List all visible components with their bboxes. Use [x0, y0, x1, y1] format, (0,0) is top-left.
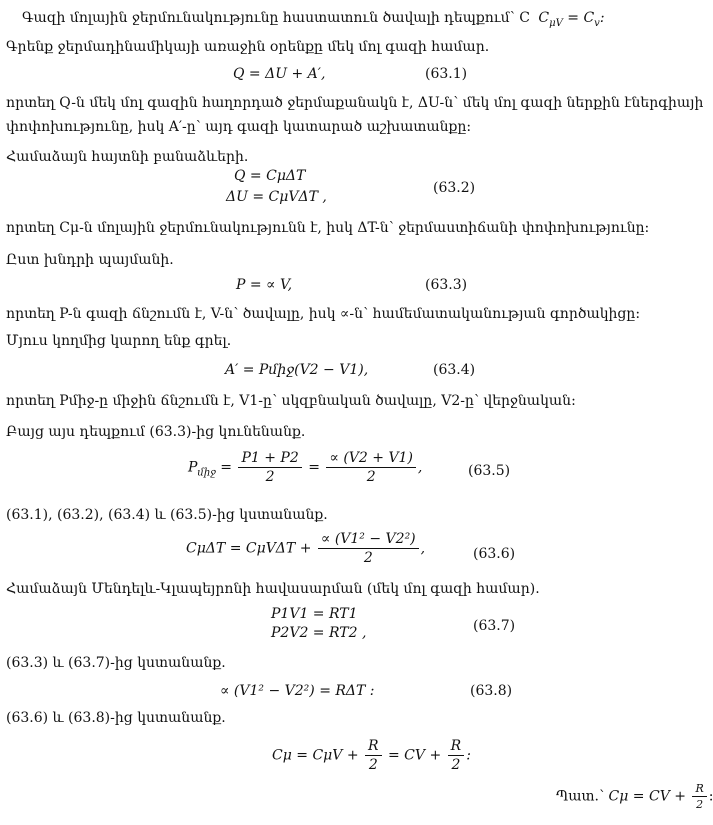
other-side-line — [6, 333, 231, 349]
answer-frac — [692, 782, 706, 811]
answer-frac-num: R — [692, 782, 706, 797]
eq-63-7-number: (63.7) — [473, 618, 516, 634]
known-formulas-line — [6, 149, 248, 165]
final-frac-1-den: 2 — [368, 757, 378, 773]
eq-63-8-number: (63.8) — [470, 683, 513, 699]
where-q-line — [6, 95, 703, 111]
eq-63-4 — [225, 362, 368, 378]
eq-63-1-text: Q = ΔU + A′, — [233, 66, 326, 82]
answer-label: Պատ.՝ — [556, 788, 605, 805]
eq-63-2-b — [226, 189, 327, 205]
intro-line — [22, 10, 605, 29]
eq-63-6: CμΔT = CμVΔT + $\frac{\text{∝ (V1² − V2²)}}{2}$ , — [186, 531, 426, 566]
answer-line: Պատ.՝ Cμ = CV + $\frac{R}{2}$ : — [556, 782, 713, 811]
where-pmij-line — [6, 393, 576, 409]
eq-63-5-frac1 — [238, 450, 301, 485]
eq-63-6-num: ∝ (V1² − V2²) — [318, 531, 419, 549]
eq-63-5-den2: 2 — [366, 469, 376, 485]
final-eq-mid: = CV + — [388, 747, 442, 764]
eq-63-6-lhs: CμΔT = CμVΔT + — [186, 540, 312, 557]
known-formulas-text: Համաձայն հայտնի բանաձևերի. — [6, 149, 249, 165]
but-case-text: Բայց այս դեպքում (63.3)-ից կունենանք. — [6, 424, 306, 440]
eq-63-5: $P_{միջ}$ = $\frac{P1 + P2}{2}$ = $\frac{\propto (V2 + V1)}{2}$ , — [188, 450, 423, 485]
eq-63-5-num1: P1 + P2 — [238, 450, 301, 468]
answer-frac-den: 2 — [696, 798, 704, 811]
eq-63-3-text: P = ∝ V, — [236, 277, 293, 293]
but-case-line — [6, 424, 305, 440]
eq-63-8-text: ∝ (V1² − V2²) = RΔT : — [220, 683, 375, 699]
eq-63-2-a — [234, 168, 305, 184]
where-pmij-text: որտեղ Pմիջ-ը միջին ճնշումն է, V1-ը՝ սկզբնական ծավալը, V2-ը՝ վերջնական: — [6, 393, 576, 409]
condition-line — [6, 252, 174, 268]
eq-63-5-number: (63.5) — [468, 463, 511, 479]
eq-63-7-a-text: P1V1 = RT1 — [271, 606, 358, 622]
mendeleev-line — [6, 581, 540, 597]
eq-63-3-number: (63.3) — [425, 277, 468, 293]
eq-63-3 — [236, 277, 292, 293]
where-c-line — [6, 220, 649, 236]
eq-63-4-number: (63.4) — [433, 362, 476, 378]
final-frac-2 — [448, 738, 465, 773]
combine-text: (63.1), (63.2), (63.4) և (63.5)-ից կստանանք. — [6, 507, 328, 523]
where-a-text: փոփոխությունը, իսկ A′-ը՝ այդ գազի կատարած աշխատանքը: — [6, 119, 472, 135]
eq-63-1 — [233, 66, 325, 82]
from-63-6-line — [6, 710, 226, 726]
from-63-6-text: (63.6) և (63.8)-ից կստանանք. — [6, 710, 226, 726]
cmuv-eq-cv: $C_{\mu V} = C_v$: — [538, 10, 605, 29]
final-frac-2-den: 2 — [451, 757, 461, 773]
eq-63-5-frac2 — [326, 450, 416, 485]
eq-63-5-num2: ∝ (V2 + V1) — [326, 450, 416, 468]
first-law-intro — [6, 39, 489, 55]
eq-63-2-b-text: ΔU = CμVΔT , — [226, 189, 327, 205]
eq-63-1-number: (63.1) — [425, 66, 468, 82]
other-side-text: Մյուս կողմից կարող ենք գրել. — [6, 333, 232, 349]
final-frac-1 — [365, 738, 382, 773]
where-c-text: որտեղ Cμ-ն մոլային ջերմունակությունն է, իսկ ΔT-ն՝ ջերմաստիճանի փոփոխությունը: — [6, 220, 650, 236]
eq-63-2-number: (63.2) — [433, 180, 476, 196]
eq-63-6-den: 2 — [363, 550, 373, 566]
eq-63-5-sub: միջ — [197, 467, 216, 479]
first-law-text: Գրենք ջերմադինամիկայի առաջին օրենքը մեկ մոլ գազի համար. — [6, 39, 490, 55]
eq-63-7-b: P2V2 = RT2 , — [271, 625, 367, 641]
eq-63-2-a-text: Q = CμΔT — [234, 168, 306, 184]
eq-63-7-b-text: P2V2 = RT2 — [271, 625, 358, 641]
from-63-3-line — [6, 655, 226, 671]
condition-text: Ըստ խնդրի պայմանի. — [6, 252, 174, 268]
eq-63-5-den1: 2 — [265, 469, 275, 485]
answer-lhs: Cμ = CV + — [608, 788, 686, 805]
where-a-line — [6, 119, 471, 135]
eq-63-6-frac — [318, 531, 419, 566]
final-frac-2-num: R — [448, 738, 465, 756]
eq-63-5-lhs: P — [188, 459, 198, 476]
where-p-line — [6, 306, 640, 322]
eq-63-8 — [220, 683, 375, 699]
final-frac-1-num: R — [365, 738, 382, 756]
where-q-text: որտեղ Q-ն մեկ մոլ գազին հաղորդած ջերմաքանակն է, ΔU-ն՝ մեկ մոլ գազի ներքին էներգիայի — [6, 95, 704, 111]
final-eq-lhs: Cμ = CμV + — [272, 747, 359, 764]
where-p-text: որտեղ P-ն գազի ճնշումն է, V-ն՝ ծավալը, իսկ ∝-ն՝ համեմատականության գործակիցը: — [6, 306, 641, 322]
final-eq: Cμ = CμV + $\frac{R}{2}$ = CV + $\frac{R}{2}$ : — [272, 738, 471, 773]
from-63-3-text: (63.3) և (63.7)-ից կստանանք. — [6, 655, 226, 671]
eq-63-6-number: (63.6) — [473, 546, 516, 562]
mendeleev-text: Համաձայն Մենդելև-Կլապեյրոնի հավասարման (մեկ մոլ գազի համար). — [6, 581, 540, 597]
eq-63-7-a — [271, 606, 358, 622]
eq-63-4-text: A′ = Pմիջ(V2 − V1), — [225, 362, 369, 378]
combine-line — [6, 507, 328, 523]
intro-text: Գազի մոլային ջերմունակությունը հաստատուն ծավալի դեպքում՝ C — [22, 10, 530, 26]
